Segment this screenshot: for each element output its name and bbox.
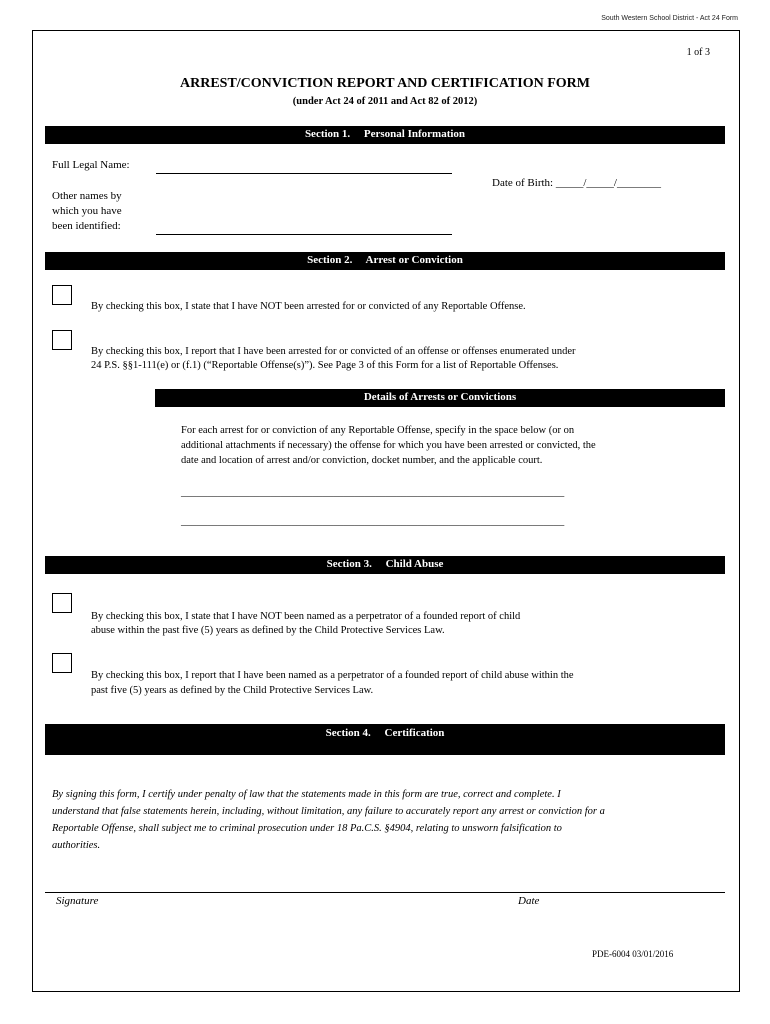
date-label: Date xyxy=(518,895,540,907)
not-named-checkbox[interactable] xyxy=(52,593,72,613)
form-subtitle: (under Act 24 of 2011 and Act 82 of 2012) xyxy=(292,96,478,107)
section2-heading: Section 2. Arrest or Conviction xyxy=(307,254,463,266)
header-note: South Western School District - Act 24 Form xyxy=(601,15,738,22)
not-arrested-text: By checking this box, I state that I have NOT been arrested for or convicted of any Reportable Offense. xyxy=(91,301,526,312)
other-names-label-1: Other names by xyxy=(52,190,122,202)
named-text-line1: By checking this box, I report that I have been named as a perpetrator of a founded report of child abuse within the xyxy=(91,670,574,681)
details-text-line2: additional attachments if necessary) the offense for which you have been arrested or convicted, the xyxy=(181,440,596,451)
section4-heading: Section 4. Certification xyxy=(325,727,445,739)
certification-text-line2: understand that false statements herein, including, without limitation, any failure to accurately report any arrest or conviction for a xyxy=(52,806,605,817)
not-named-text-line1: By checking this box, I state that I have NOT been named as a perpetrator of a founded report of child xyxy=(91,611,521,622)
section3-heading: Section 3. Child Abuse xyxy=(326,558,444,570)
arrested-text-line2: 24 P.S. §§1-111(e) or (f.1) (“Reportable Offense(s)”). See Page 3 of this Form for a list of Reportable Offenses. xyxy=(91,360,559,371)
form-code: PDE-6004 03/01/2016 xyxy=(592,949,674,959)
arrested-text-line1: By checking this box, I report that I have been arrested for or convicted of an offense or offenses enumerated under xyxy=(91,346,576,357)
details-text-line1: For each arrest for or conviction of any Reportable Offense, specify in the space below (or on xyxy=(181,425,575,436)
certification-text-line1: By signing this form, I certify under penalty of law that the statements made in this form are true, correct and complete. I xyxy=(52,789,561,800)
certification-text-line3: Reportable Offense, shall subject me to criminal prosecution under 18 Pa.C.S. §4904, relating to unsworn falsification to xyxy=(52,823,562,834)
named-text-line2: past five (5) years as defined by the Child Protective Services Law. xyxy=(91,685,374,696)
full-legal-name-field[interactable] xyxy=(156,158,452,174)
section2-heading-bar xyxy=(45,252,725,270)
not-arrested-checkbox[interactable] xyxy=(52,285,72,305)
other-names-label-2: which you have xyxy=(52,205,122,217)
form-title: ARREST/CONVICTION REPORT AND CERTIFICATION FORM xyxy=(180,76,590,91)
full-legal-name-label: Full Legal Name: xyxy=(52,159,130,171)
not-named-text-line2: abuse within the past five (5) years as defined by the Child Protective Services Law. xyxy=(91,625,445,636)
section4-heading-bar xyxy=(45,724,725,755)
page-number: 1 of 3 xyxy=(686,47,710,58)
other-names-field[interactable] xyxy=(156,219,452,235)
date-of-birth-label[interactable]: Date of Birth: _____/_____/________ xyxy=(492,177,661,189)
details-heading-bar xyxy=(155,389,725,407)
details-blank-line-2[interactable]: _________________________________________________________________________ xyxy=(181,516,565,527)
signature-label: Signature xyxy=(56,895,99,907)
form-frame xyxy=(32,30,740,992)
named-checkbox[interactable] xyxy=(52,653,72,673)
other-names-label-3: been identified: xyxy=(52,220,121,232)
section1-heading-bar xyxy=(45,126,725,144)
certification-text-line4: authorities. xyxy=(52,840,101,851)
details-heading: Details of Arrests or Convictions xyxy=(363,391,517,403)
details-blank-line-1[interactable]: _________________________________________________________________________ xyxy=(181,487,565,498)
signature-line[interactable] xyxy=(45,878,725,893)
arrested-checkbox[interactable] xyxy=(52,330,72,350)
section3-heading-bar xyxy=(45,556,725,574)
details-text-line3: date and location of arrest and/or conviction, docket number, and the applicable court. xyxy=(181,455,543,466)
section1-heading: Section 1. Personal Information xyxy=(304,128,466,140)
